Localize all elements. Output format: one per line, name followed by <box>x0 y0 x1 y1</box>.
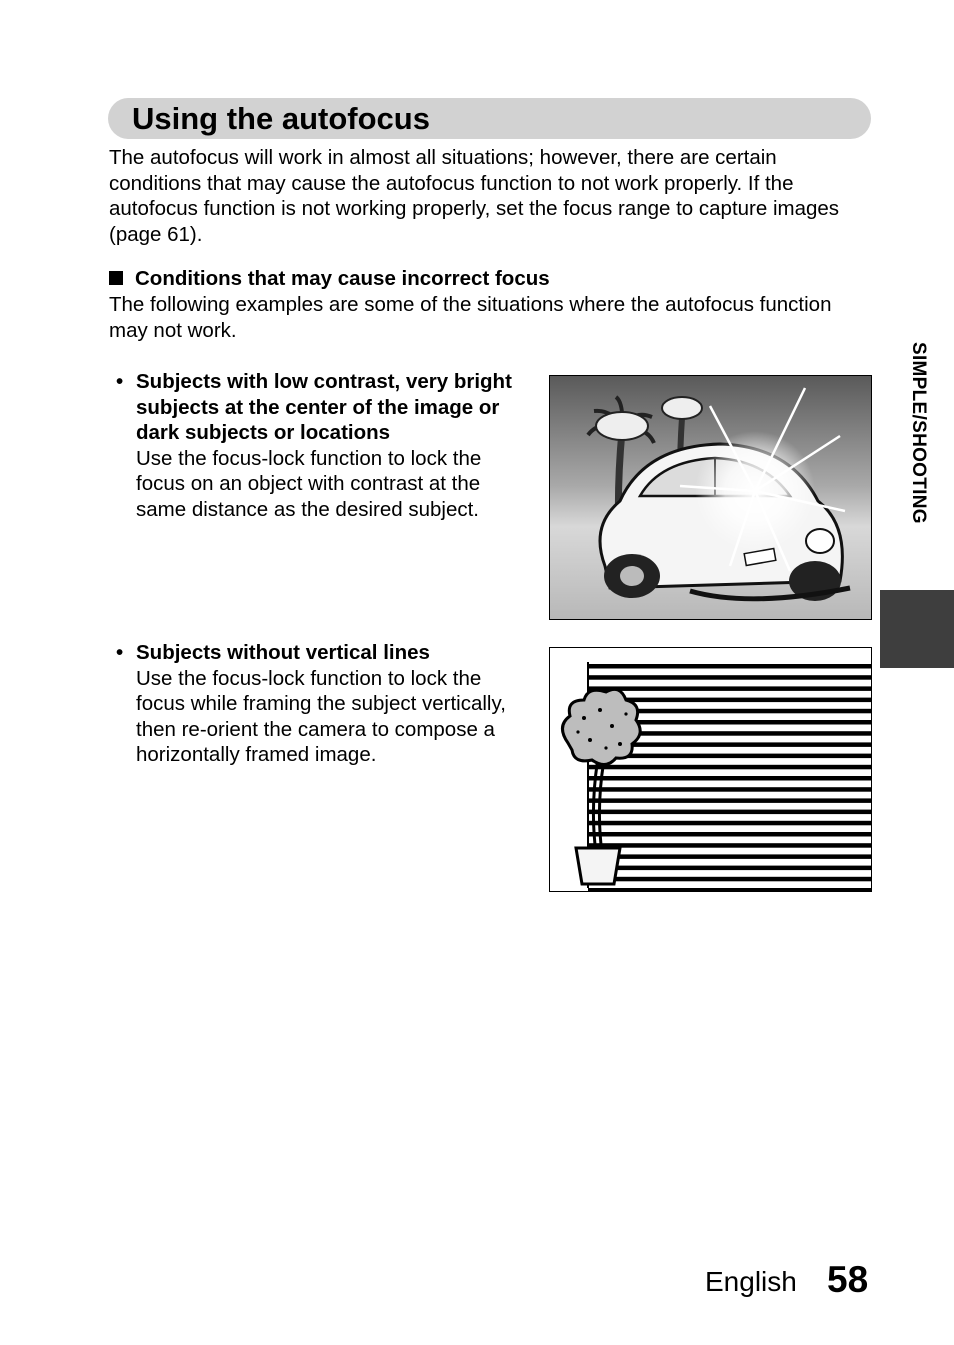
list-item-body: Use the focus-lock function to lock the focus while framing the subject vertically, then re-orient the camera to compose a horizontally framed image. <box>136 666 506 766</box>
horizontal-lines-illustration <box>549 647 872 892</box>
list-item <box>116 640 531 768</box>
footer-language: English <box>705 1266 797 1297</box>
list-item-title: Subjects without vertical lines <box>136 641 430 664</box>
car-illustration-svg <box>550 376 871 619</box>
list-item-title: Subjects with low contrast, very bright subjects at the center of the image or dark subjects or locations <box>136 370 512 444</box>
conditions-heading-text: Conditions that may cause incorrect focus <box>135 267 550 290</box>
bullet-icon: • <box>116 641 124 664</box>
list-item <box>116 369 531 522</box>
section-side-tab <box>880 590 954 668</box>
side-label-text: SIMPLE/SHOOTING <box>908 342 929 524</box>
section-title-bar <box>108 98 871 139</box>
bullet-icon: • <box>116 370 124 393</box>
intro-paragraph: The autofocus will work in almost all situations; however, there are certain conditions that may cause the autofocus function to not work properly. If the autofocus function is not working properly, set the focus range to capture images (page 61). <box>109 146 840 246</box>
conditions-description: The following examples are some of the situations where the autofocus function may not work. <box>109 293 832 342</box>
blinds-illustration-svg <box>550 648 871 891</box>
page-number: 58 <box>827 1259 869 1300</box>
square-bullet-icon <box>109 271 123 285</box>
list-item-body: Use the focus-lock function to lock the focus on an object with contrast at the same distance as the desired subject. <box>136 446 482 521</box>
page-title: Using the autofocus <box>132 101 430 136</box>
section-side-label <box>903 342 933 582</box>
conditions-heading <box>109 266 550 292</box>
low-contrast-car-illustration <box>549 375 872 620</box>
